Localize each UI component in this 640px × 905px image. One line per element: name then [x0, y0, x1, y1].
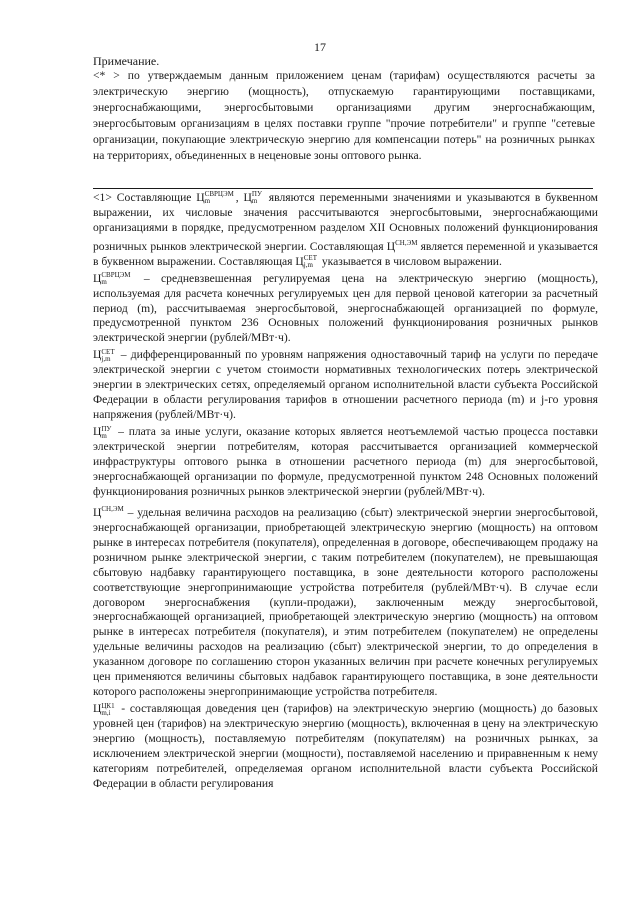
page-number: 17 — [314, 40, 326, 54]
definition-paragraph: $Ц^{СН,ЭМ}$ – удельная величина расходов на реализацию (сбыт) электрической энергии энергосбытовой, энергоснабжающей организации, приобретающей электрическую энергию (мощность) на оптовом рынке в интересах потребителя (покупателя), определенная в договоре, обеспечивающем продажу на розничном рынке электрической энергии, с таким потребителем (покупателем), не превышающая сбытовую надбавку гарантирующего поставщика, в зоне деятельности которого расположены соответствующие энергопринимающие устройства потребителя (рублей/МВт·ч). В случае если договором энергоснабжения (купли-продажи), заключенным между энергосбытовой, энергоснабжающей организацией, приобретающей электрическую энергию (мощность) на оптовом рынке в интересах потребителя (покупателя), и этим потребителем (покупателем) не определены удельные величины расходов на реализацию (сбыт) электрической энергии, то до определения в указанном договоре по соглашению сторон указанных величин при расчете конечных регулируемых цен применяются величины сбытовых надбавок гарантирующего поставщика, в зоне деятельности которого расположены энергопринимающие устройства потребителя. — [93, 504, 598, 699]
definition-paragraph: Ц СВРЦЭМ m – средневзвешенная регулируемая цена на электрическую энергию (мощность), используемая для расчета конечных регулируемых цен для первой ценовой категории за расчетный период (m), рассчитываемая энергосбытовой, энергоснабжающей организацией по формуле, предусмотренной пунктом 236 Основных положений функционирования розничных рынков электрической энергии (рублей/МВт·ч). — [93, 270, 598, 345]
definition-paragraph: Ц ПУ m – плата за иные услуги, оказание которых является неотъемлемой частью процесса поставки электрической энергии потребителям, которая рассчитывается организацией коммерческой инфраструктуры оптового рынка в отношении расчетного периода (m) для энергосбытовой, энергоснабжающей организации по формуле, предусмотренной пунктом 248 Основных положений функционирования розничных рынков электрической энергии (рублей/МВт·ч). — [93, 424, 598, 498]
definition-paragraph: Ц СЕТ j,m – дифференцированный по уровням напряжения одноставочный тариф на услуги по передаче электрической энергии с учетом стоимости нормативных технологических потерь электрической энергии в электрических сетях, определяемый органом исполнительной власти субъекта Российской Федерации в области регулирования тарифов в отношении расчетного периода (m) и j-го уровня напряжения (рублей/МВт·ч). — [93, 347, 598, 422]
footnote-divider — [93, 188, 593, 189]
note-title: Примечание. — [93, 54, 160, 68]
note-text: <* > по утверждаемым данным приложением ценам (тарифам) осуществляются расчеты за электрическую энергию (мощность), отпускаемую гарантирующими поставщиками, энергоснабжающими, энергосбытовыми организациями другим энергоснабжающим, энергосбытовым организациям в целях поставки группе "прочие потребители" и группе "сетевые организации, покупающие электрическую энергию для компенсации потерь" на розничных рынках на территориях, объединенных в неценовые зоны оптового рынка. — [93, 69, 595, 162]
footnote-1: <1> Составляющие Ц СВРЦЭМ m , Ц ПУ m являются переменными значениями и указываются в буквенном выражении, их числовые значения рассчитываются энергосбытовыми, энергоснабжающими организациями в порядке, предусмотренном разделом XII Основных положений функционирования розничных рынков электрической энергии. Составляющая $Ц^{СН,ЭМ}$ является переменной и указывается в буквенном выражении. Составляющая Ц СЕТ j,m указывается в числовом выражении. — [93, 190, 598, 270]
footnote-content — [93, 191, 598, 792]
definition-paragraph: Ц ЦК1 m,i - составляющая доведения цен (тарифов) на электрическую энергию (мощность) до базовых уровней цен (тарифов) на электрическую энергию (мощность), включенная в цену на электрическую энергию (мощность), поставляемую потребителям (покупателям) на розничных рынках, за исключением электрической энергии (мощности), поставляемой населению и приравненным к нему категориям потребителей, определяемая органом исполнительной власти субъекта Российской Федерации в области регулирования — [93, 701, 598, 790]
